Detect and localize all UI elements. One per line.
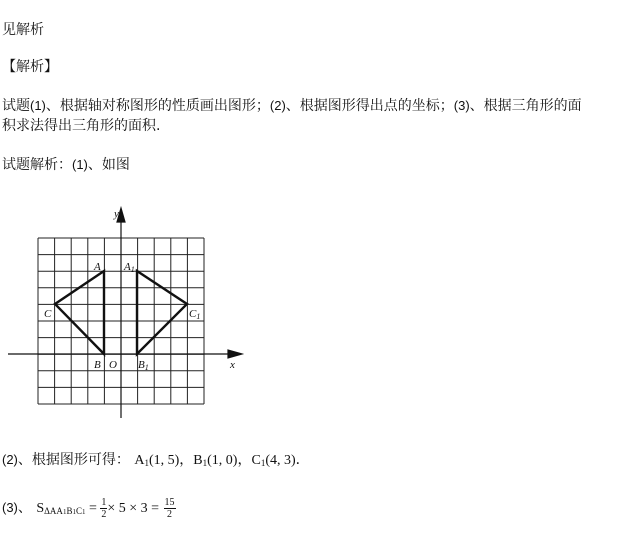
point-c-label: C [44, 308, 52, 320]
analysis-num-1: (1) [30, 98, 46, 113]
point-a1-coord: $A_1(1$, 5) [134, 453, 180, 468]
x-axis-arrow [228, 350, 242, 358]
part2-end: ． [295, 452, 310, 468]
product-expression: × 5 × 3 = [107, 501, 160, 516]
part2-text: 、根据图形可得： [17, 452, 130, 468]
analysis-line-2: 积求法得出三角形的面积. [2, 118, 161, 134]
analysis-line-1 [2, 97, 582, 115]
answer-label: 见解析 [2, 22, 44, 38]
point-b-label: B [94, 359, 101, 371]
point-c1-label: C1 [189, 308, 201, 321]
area-expression: $S_{\Delta AA1B1C1}$ = [36, 501, 97, 516]
solution-prefix: 试题解析： [2, 157, 72, 173]
point-c1-coord: $C_1(4$, 3) [251, 453, 296, 468]
analysis-text-2: 、根据图形得出点的坐标； [285, 98, 454, 114]
point-a1-label: A1 [124, 261, 135, 274]
analysis-num-3: (3) [453, 98, 470, 113]
origin-label: O [109, 359, 117, 371]
point-b1-label: B1 [138, 359, 149, 372]
y-axis-label: y [114, 208, 119, 220]
coordinate-figure [0, 200, 260, 430]
part2-num: (2) [2, 452, 18, 467]
separator-1: ， [179, 452, 194, 468]
solution-line [2, 156, 130, 174]
triangle-abc [55, 271, 104, 354]
part3-text: 、 [17, 500, 32, 516]
fraction-one-half: $\frac{1}{2}$ [101, 496, 107, 520]
separator-2: ， [237, 452, 252, 468]
analysis-num-2: (2) [269, 98, 286, 113]
triangle-a1b1c1 [137, 271, 187, 354]
part3-line [2, 496, 176, 524]
fraction-result: $\frac{15}{2}$ [164, 496, 175, 520]
x-axis-label: x [230, 359, 235, 371]
point-a-label: A [94, 261, 101, 273]
solution-num-1: (1) [72, 157, 88, 172]
section-heading: 【解析】 [2, 59, 58, 75]
figure-labels [44, 208, 235, 372]
solution-text-1: 、如图 [87, 157, 130, 173]
point-b1-coord: $B_1(1$, 0) [193, 453, 238, 468]
analysis-text-1: 、根据轴对称图形的性质画出图形； [45, 98, 270, 114]
part3-num: (3) [2, 500, 18, 515]
part2-line [2, 451, 310, 472]
analysis-text-3: 、根据三角形的面 [469, 98, 582, 114]
analysis-prefix: 试题 [2, 98, 30, 114]
